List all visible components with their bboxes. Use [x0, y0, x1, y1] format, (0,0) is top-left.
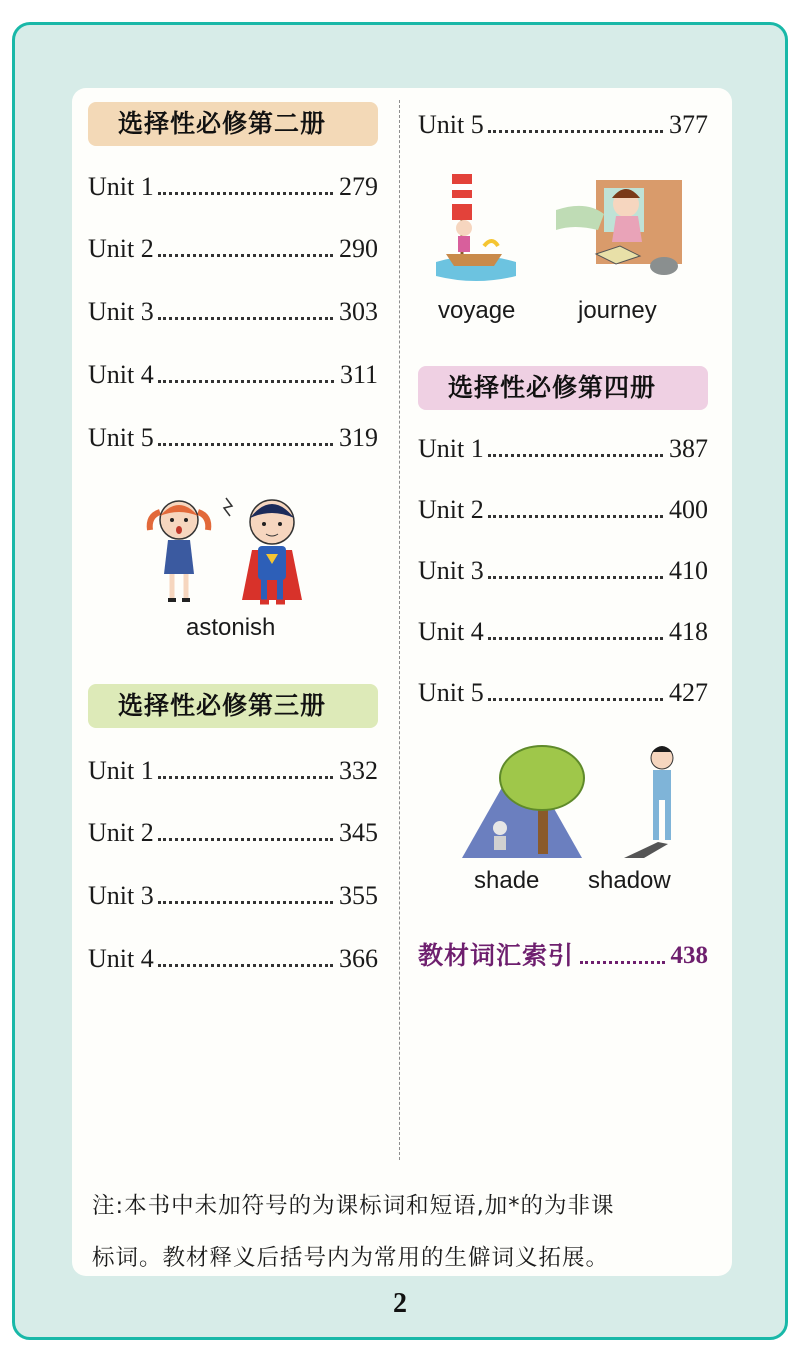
dot-leader	[158, 838, 333, 841]
toc-entry-book4-unit3[interactable]	[418, 554, 708, 588]
unit-label: Unit 3	[418, 556, 484, 585]
toc-entry-book4-unit1[interactable]	[418, 432, 708, 466]
toc-entry-book3-unit1[interactable]	[88, 754, 378, 788]
astonish-caption: astonish	[186, 614, 276, 641]
toc-entry-book3-unit3[interactable]	[88, 879, 378, 913]
page-number: 410	[669, 556, 708, 585]
dot-leader	[158, 901, 333, 904]
footnote-line-1: 注:本书中未加符号的为课标词和短语,加*的为非课	[92, 1193, 615, 1219]
journey-caption: journey	[578, 297, 657, 324]
voyage-journey-illustration	[436, 170, 686, 290]
dot-leader	[488, 576, 663, 579]
toc-entry-book4-unit2[interactable]	[418, 493, 708, 527]
page-number: 418	[669, 617, 708, 646]
index-page-number: 438	[670, 942, 708, 969]
superhero-figure	[242, 500, 302, 602]
unit-label: Unit 2	[88, 818, 154, 847]
astonish-illustration	[140, 492, 320, 610]
toc-entry-book4-unit5[interactable]	[418, 676, 708, 710]
dot-leader	[158, 776, 333, 779]
surprise-mark	[224, 498, 232, 516]
footnote-line-2: 标词。教材释义后括号内为常用的生僻词义拓展。	[92, 1245, 610, 1271]
shade-picture	[462, 746, 584, 858]
page-number: 303	[339, 297, 378, 326]
unit-label: Unit 2	[418, 495, 484, 524]
unit-label: Unit 4	[88, 944, 154, 973]
unit-label: Unit 4	[418, 617, 484, 646]
toc-entry-book3-unit4[interactable]	[88, 942, 378, 976]
dot-leader	[488, 130, 663, 133]
dot-leader	[158, 192, 333, 195]
dot-leader	[158, 964, 333, 967]
toc-entry-book4-unit4[interactable]	[418, 615, 708, 649]
page-number: 400	[669, 495, 708, 524]
page-number: 319	[339, 423, 378, 452]
page-number: 377	[669, 110, 708, 139]
toc-entry-book2-unit4[interactable]	[88, 358, 378, 392]
page-number: 311	[339, 360, 378, 389]
dot-leader	[488, 454, 663, 457]
toc-entry-book2-unit2[interactable]	[88, 232, 378, 266]
journey-picture	[556, 180, 682, 275]
book4-heading: 选择性必修第四册	[418, 366, 708, 410]
unit-label: Unit 1	[88, 756, 154, 785]
dot-leader	[158, 317, 333, 320]
toc-entry-book3-unit5[interactable]	[418, 108, 708, 142]
shadow-caption: shadow	[588, 867, 671, 894]
toc-entry-book2-unit1[interactable]	[88, 170, 378, 204]
toc-entry-book2-unit3[interactable]	[88, 295, 378, 329]
unit-label: Unit 2	[88, 234, 154, 263]
unit-label: Unit 5	[418, 678, 484, 707]
book2-heading: 选择性必修第二册	[88, 102, 378, 146]
unit-label: Unit 1	[88, 172, 154, 201]
page-number: 2	[393, 1288, 407, 1319]
page-number: 279	[339, 172, 378, 201]
column-divider	[399, 100, 400, 1160]
page-number: 355	[339, 881, 378, 910]
page-number: 290	[339, 234, 378, 263]
dot-leader	[488, 515, 663, 518]
dot-leader	[158, 443, 333, 446]
book3-heading: 选择性必修第三册	[88, 684, 378, 728]
dot-leader	[158, 254, 333, 257]
unit-label: Unit 3	[88, 881, 154, 910]
page-number: 332	[339, 756, 378, 785]
shadow-picture	[624, 746, 673, 858]
vocabulary-index-entry[interactable]	[418, 938, 708, 974]
unit-label: Unit 1	[418, 434, 484, 463]
girl-figure	[150, 501, 209, 600]
dot-leader	[580, 961, 664, 964]
voyage-picture	[436, 174, 516, 281]
page-number: 387	[669, 434, 708, 463]
page-number: 427	[669, 678, 708, 707]
toc-entry-book3-unit2[interactable]	[88, 816, 378, 850]
dot-leader	[158, 380, 334, 383]
unit-label: Unit 5	[88, 423, 154, 452]
shade-shadow-illustration	[462, 738, 702, 864]
unit-label: Unit 4	[88, 360, 154, 389]
unit-label: Unit 3	[88, 297, 154, 326]
voyage-caption: voyage	[438, 297, 516, 324]
page-number: 366	[339, 944, 378, 973]
toc-entry-book2-unit5[interactable]	[88, 421, 378, 455]
unit-label: Unit 5	[418, 110, 484, 139]
index-label: 教材词汇索引	[418, 941, 575, 970]
dot-leader	[488, 698, 663, 701]
dot-leader	[488, 637, 663, 640]
shade-caption: shade	[474, 867, 540, 894]
page-number: 345	[339, 818, 378, 847]
